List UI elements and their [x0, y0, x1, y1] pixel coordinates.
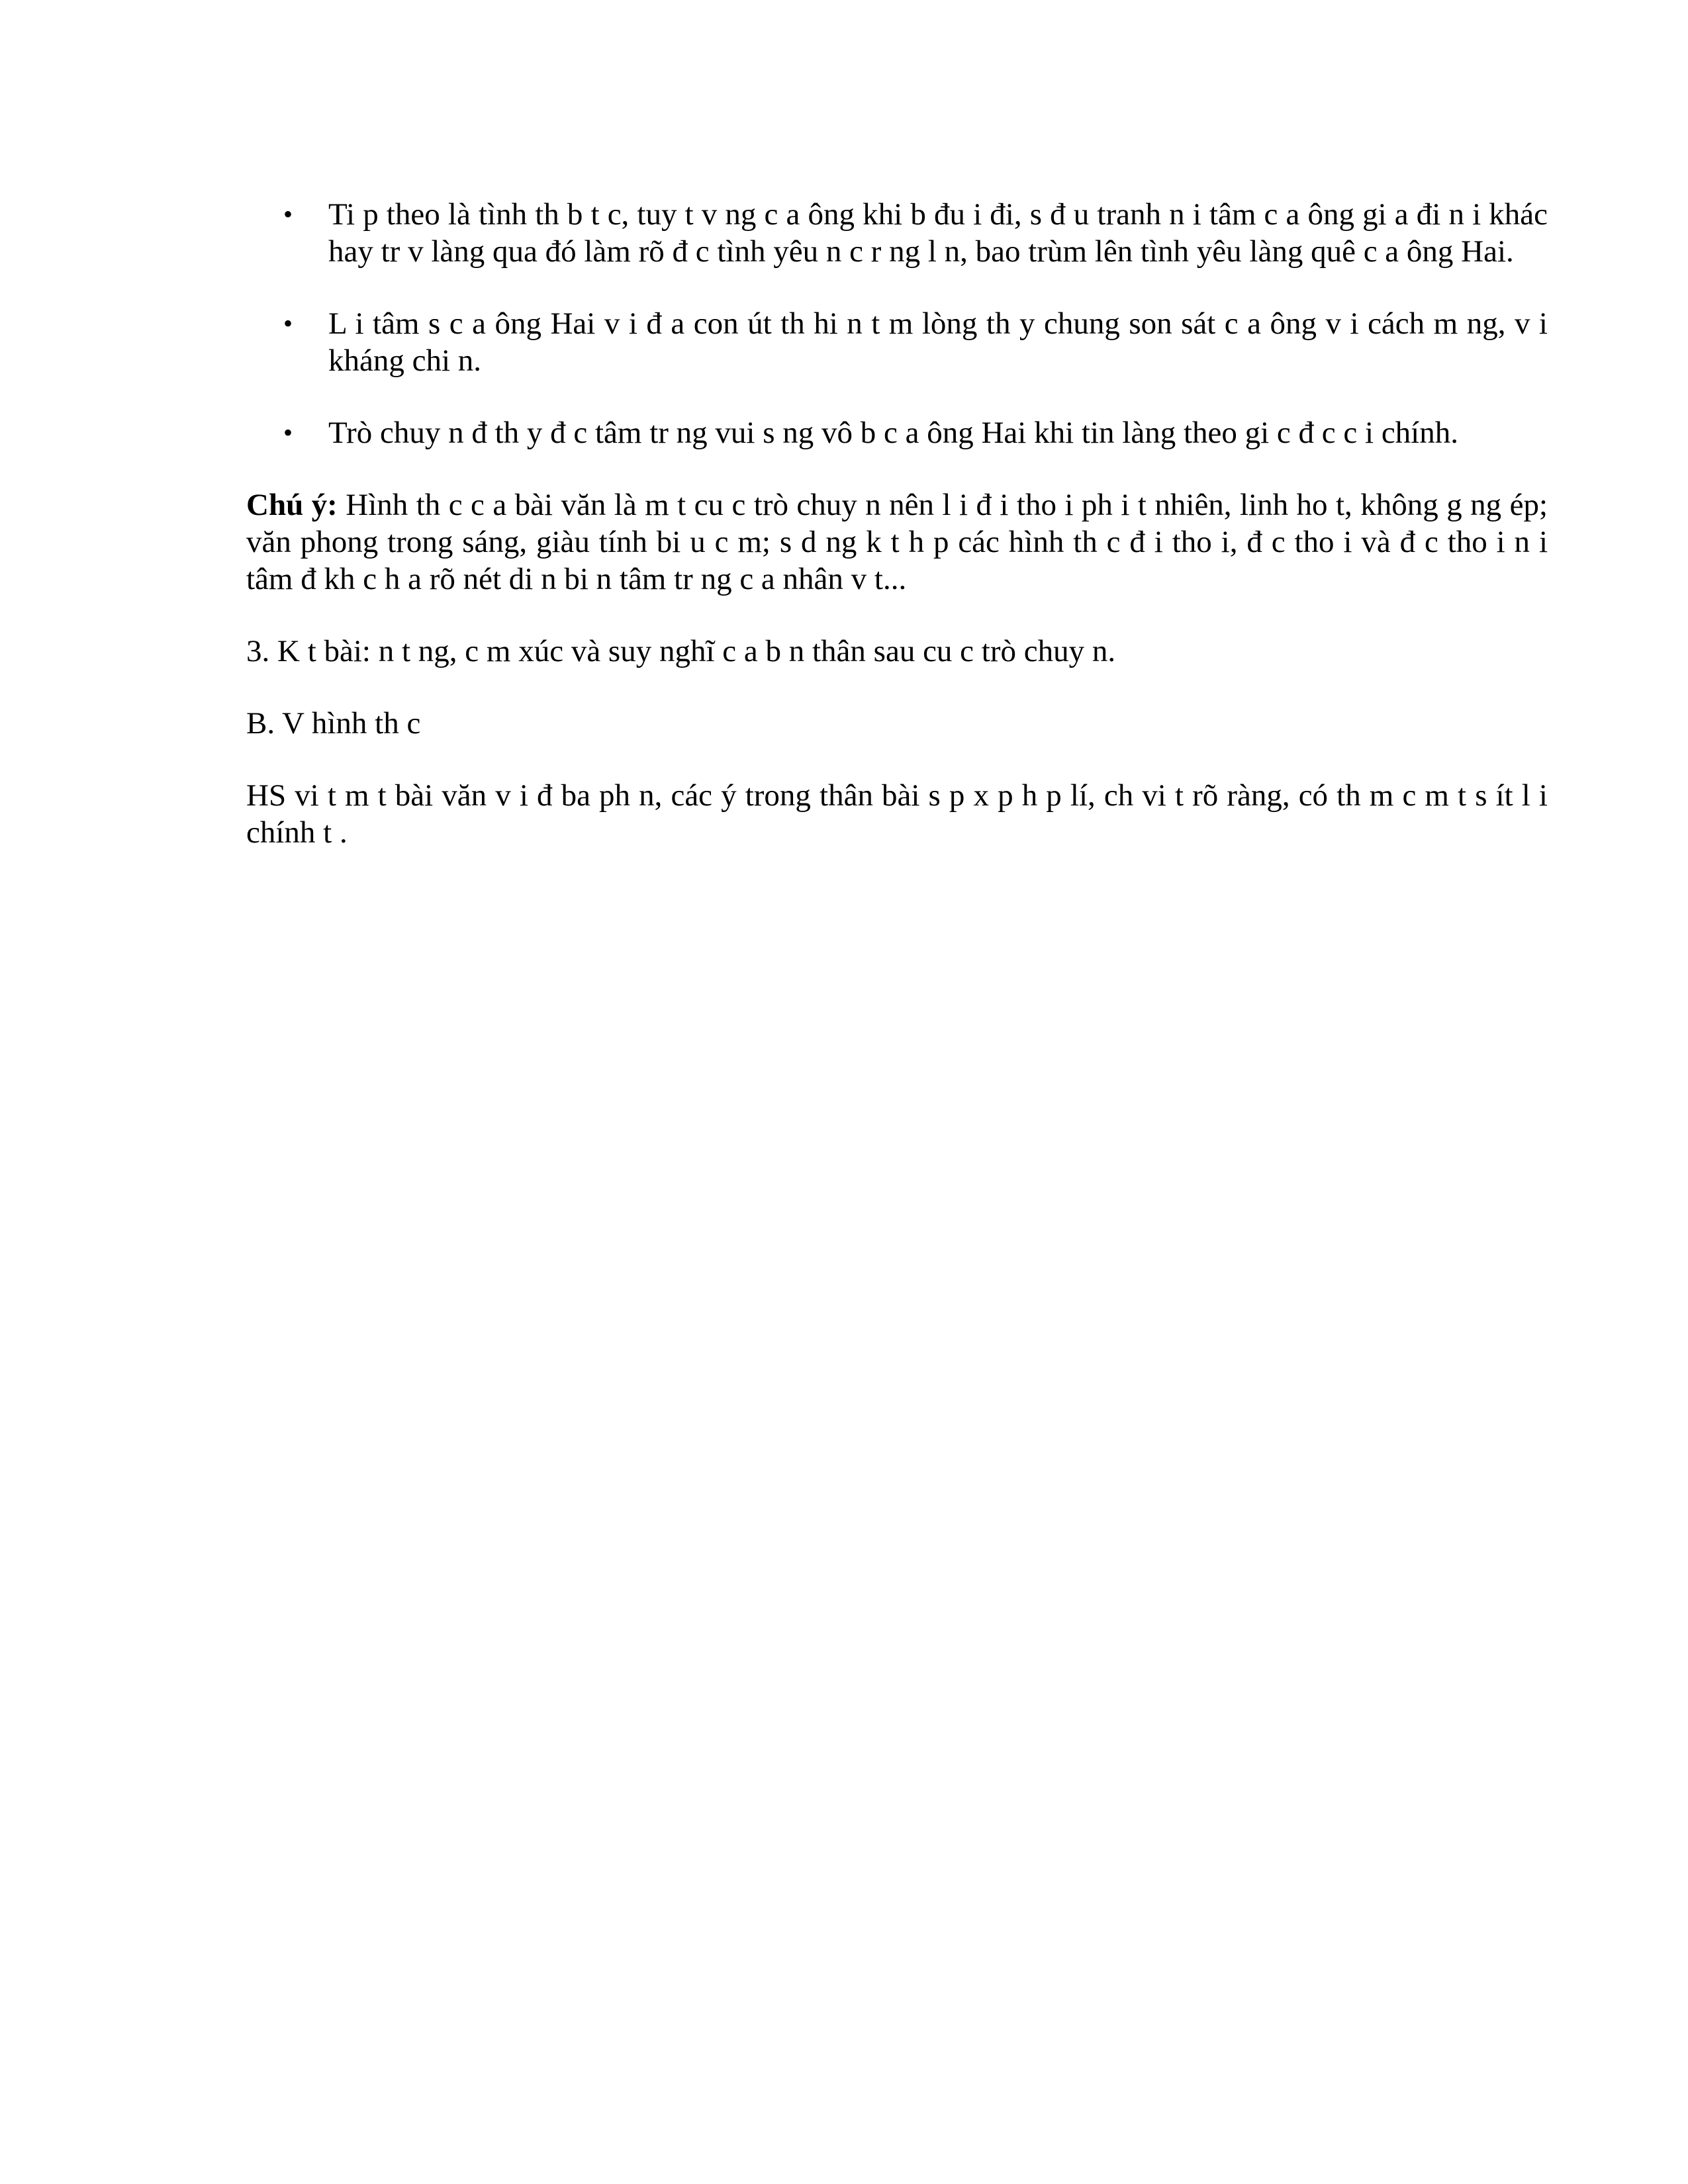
bullet-text: Trò chuy n đ th y đ c tâm tr ng vui s ng vô b c a ông Hai khi tin làng theo gi c đ c c i chính.	[328, 416, 1458, 450]
bullet-text: Ti p theo là tình th b t c, tuy t v ng c a ông khi b đu i đi, s đ u tranh n i tâm c a ông gi a đi n i khác hay tr v làng qua đó làm rõ đ c tình yêu n c r ng l n, bao trùm lên tình yêu làng quê c a ông Hai.	[328, 197, 1548, 269]
note-paragraph	[246, 486, 1548, 598]
bullet-icon: •	[283, 418, 293, 447]
list-item	[283, 305, 1548, 379]
document-body	[246, 196, 1548, 886]
list-item	[283, 196, 1548, 270]
ket-bai-paragraph: 3. K t bài: n t ng, c m xúc và suy nghĩ c a b n thân sau cu c trò chuy n.	[246, 634, 1116, 668]
bullet-icon: •	[283, 308, 293, 338]
hs-paragraph: HS vi t m t bài văn v i đ ba ph n, các ý trong thân bài s p x p h p lí, ch vi t rõ ràng, có th m c m t s ít l i chính t .	[246, 778, 1548, 850]
note-label: Chú ý:	[246, 488, 338, 522]
note-text: Hình th c c a bài văn là m t cu c trò chuy n nên l i đ i tho i ph i t nhiên, linh ho t, không g ng ép; văn phong trong sáng, giàu tính bi u c m; s d ng k t h p các hình th c đ i tho i, đ c tho i và đ c tho i n i tâm đ kh c h a rõ nét di n bi n tâm tr ng c a nhân v t...	[246, 488, 1548, 596]
list-item	[283, 414, 1548, 451]
bullet-icon: •	[283, 199, 293, 229]
bullet-list	[246, 196, 1548, 451]
bullet-text: L i tâm s c a ông Hai v i đ a con út th hi n t m lòng th y chung son sát c a ông v i cách m ng, v i kháng chi n.	[328, 306, 1548, 378]
section-heading-b: B. V hình th c	[246, 706, 421, 741]
